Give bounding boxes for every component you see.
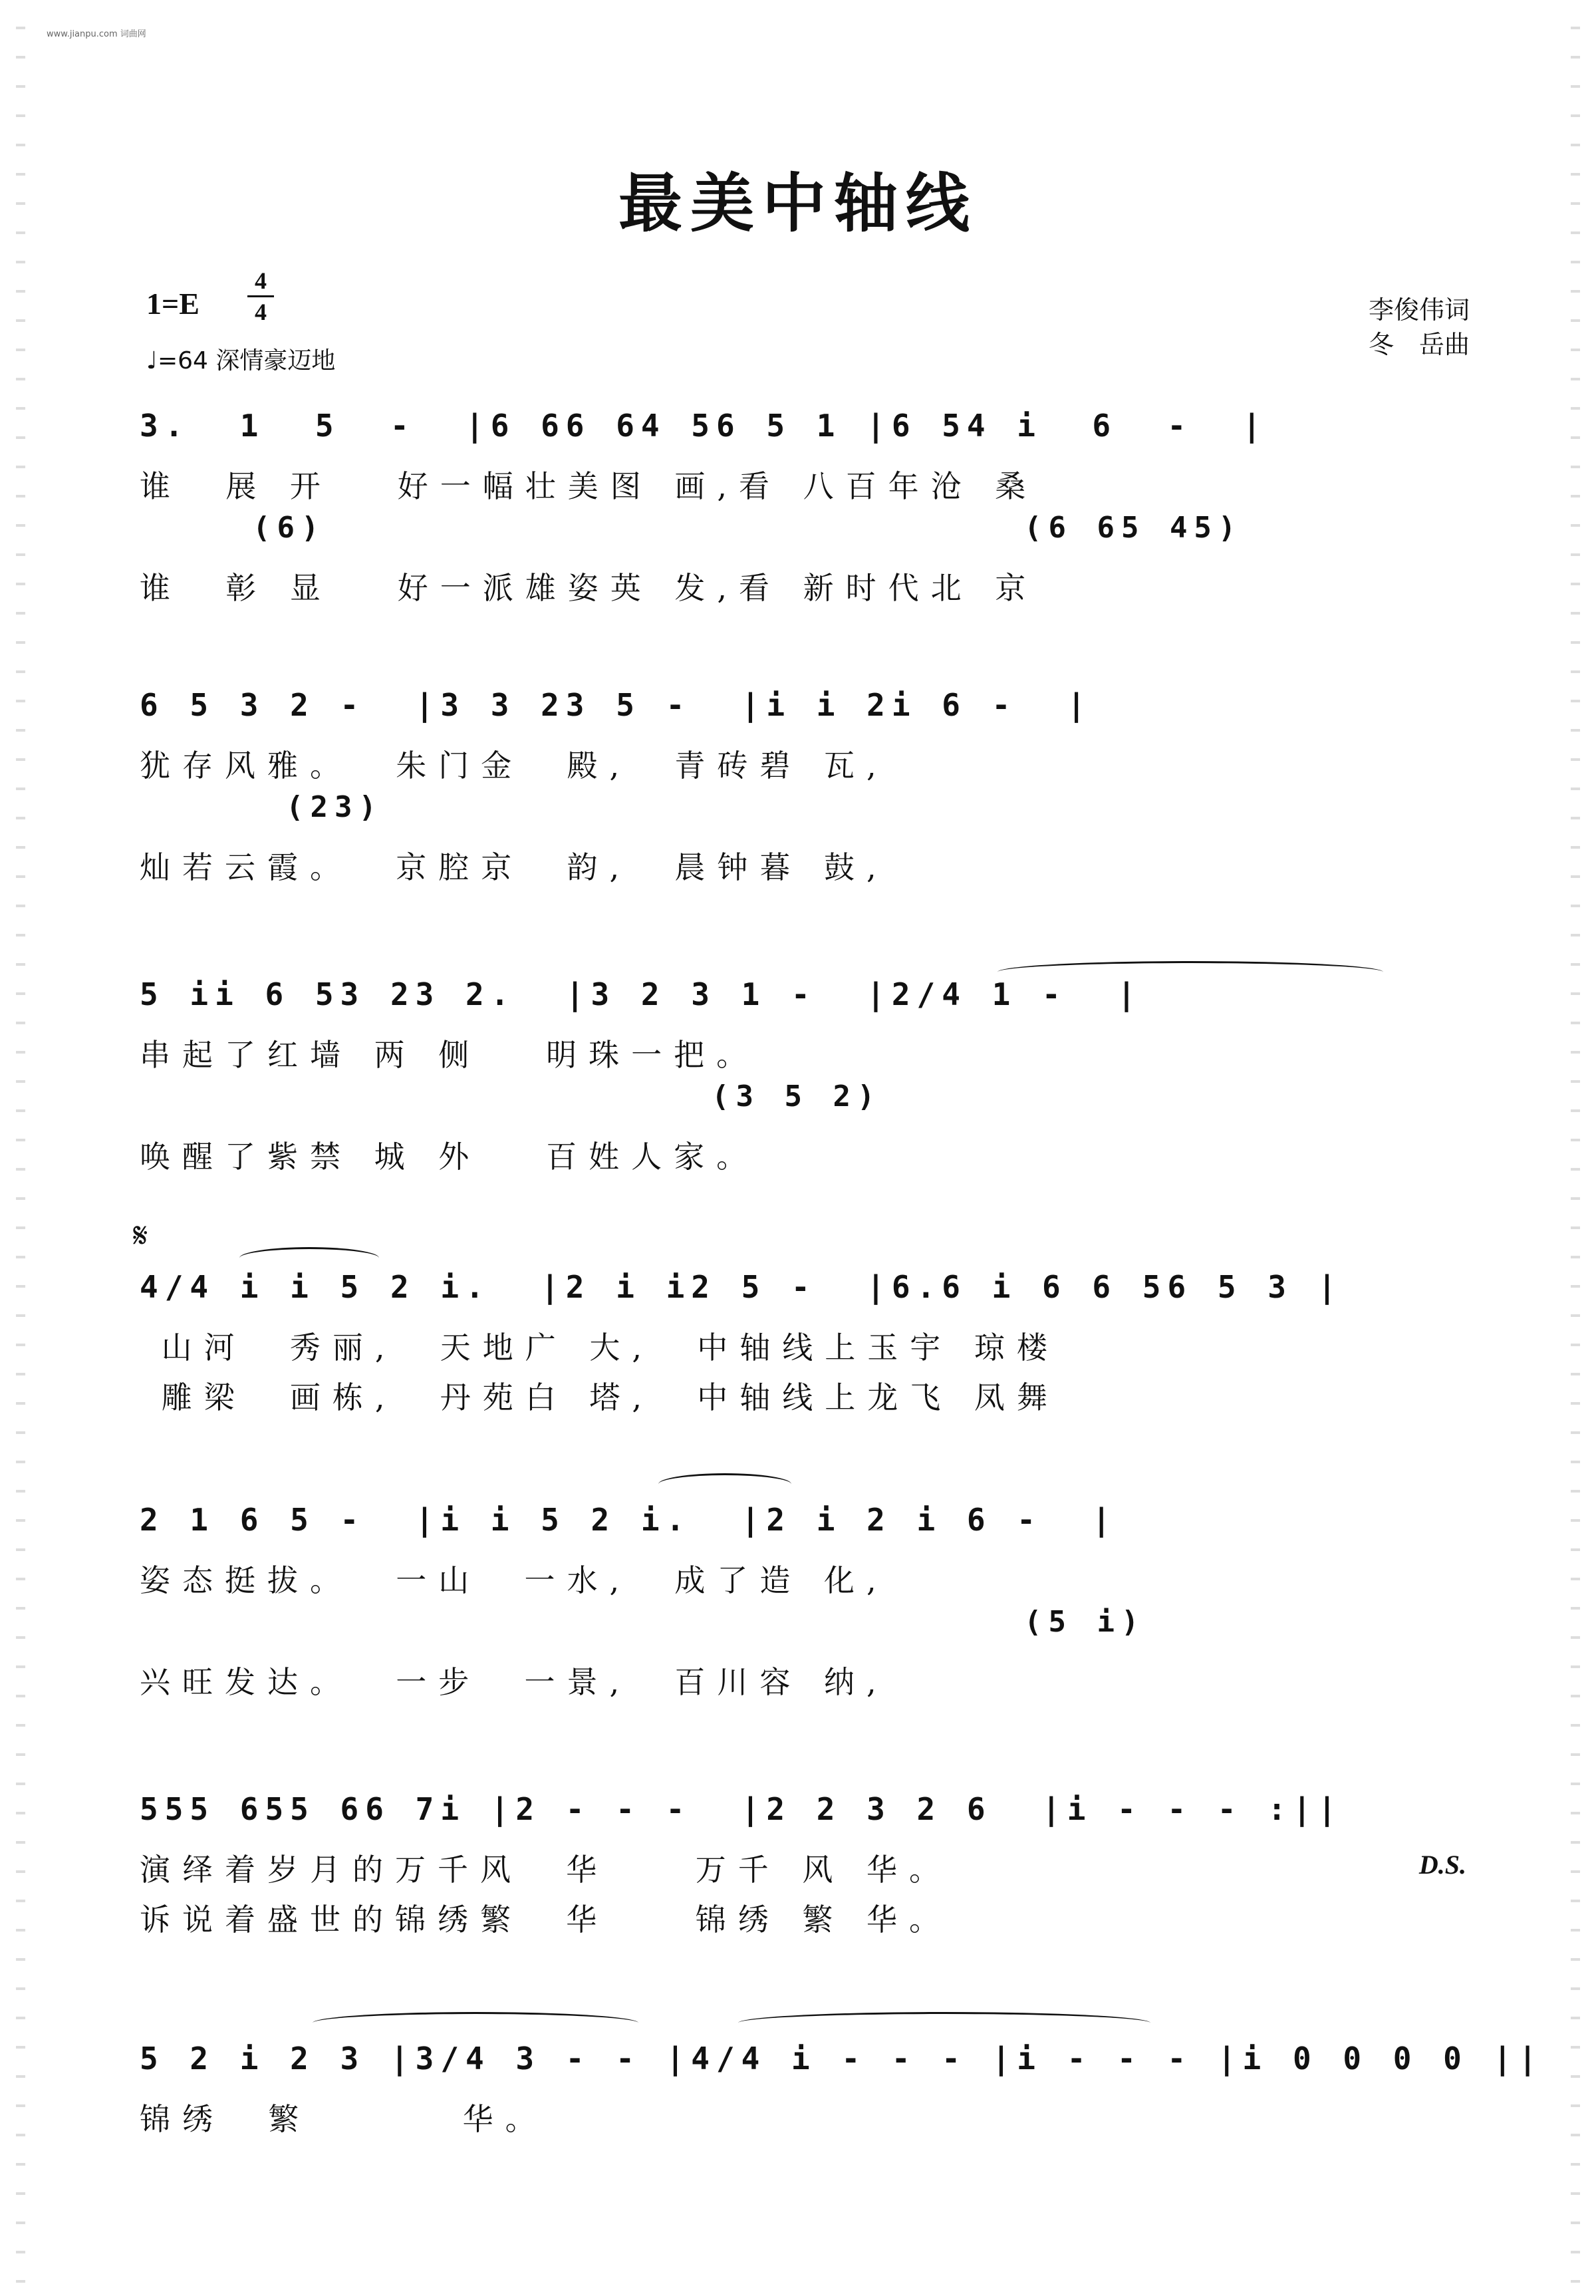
lyric-verse-1: 谁 展 开 好一幅壮美图 画,看 八百年沧 桑 — [140, 468, 1038, 504]
score-row-4 — [140, 1254, 1466, 1415]
score-row-3 — [140, 961, 1466, 1175]
score-row-1 — [140, 392, 1466, 606]
alt-notes-2: (6 65 45) — [1024, 511, 1243, 545]
notes-line: 4/4 i i 5 2 i. |2 i i2 5 - |6.6 i 6 6 56 5 3 | — [140, 1269, 1343, 1305]
page-title: 最美中轴线 — [618, 166, 978, 241]
composer: 冬 岳曲 — [1368, 330, 1470, 359]
lyric-verse-1: 山河 秀丽, 天地广 大, 中轴线上玉宇 琼楼 — [140, 1330, 1059, 1365]
lyric-verse-2: 唤醒了紫禁 城 外 百姓人家。 — [140, 1139, 759, 1175]
notes-line: 5 2 i 2 3 |3/4 3 - - |4/4 i - - - |i - - - |i 0 0 0 0 || — [140, 2041, 1543, 2077]
score-row-5 — [140, 1487, 1466, 1700]
lyric-verse-1: 演绎着岁月的万千风 华 万千 风 华。 — [140, 1852, 952, 1888]
source-note: www.jianpu.com 词曲网 — [47, 29, 146, 39]
score-row-6 — [140, 1776, 1466, 1937]
meter-bottom: 4 — [255, 299, 267, 325]
time-signature — [247, 267, 274, 325]
lyric-verse-1: 犹存风雅。 朱门金 殿, 青砖碧 瓦, — [140, 748, 888, 784]
notes-line: 6 5 3 2 - |3 3 23 5 - |i i 2i 6 - | — [140, 687, 1093, 723]
lyric-verse-2: 灿若云霞。 京腔京 韵, 晨钟暮 鼓, — [140, 849, 888, 885]
notes-line: 555 655 66 7i |2 - - - |2 2 3 2 6 |i - - - :|| — [140, 1791, 1343, 1827]
alt-notes: (5 i) — [1024, 1605, 1146, 1639]
lyricist: 李俊伟词 — [1368, 295, 1470, 325]
alt-notes: (23) — [286, 790, 383, 824]
meter-top: 4 — [255, 267, 267, 294]
score-row-2 — [140, 672, 1466, 885]
notes-line: 2 1 6 5 - |i i 5 2 i. |2 i 2 i 6 - | — [140, 1502, 1118, 1538]
score-row-7 — [140, 2025, 1543, 2145]
lyric-verse-2: 雕梁 画栋, 丹苑白 塔, 中轴线上龙飞 凤舞 — [140, 1379, 1059, 1415]
left-margin-strip — [16, 0, 25, 2296]
tempo-marking: ♩=64 深情豪迈地 — [146, 347, 336, 374]
lyric-verse-1: 串起了红墙 两 侧 明珠一把。 — [140, 1037, 759, 1073]
notes-line: 5 ii 6 53 23 2. |3 2 3 1 - |2/4 1 - | — [140, 976, 1142, 1012]
alt-notes: (3 5 2) — [712, 1079, 882, 1113]
lyric-verse-2: 谁 彰 显 好一派雄姿英 发,看 新时代北 京 — [140, 570, 1038, 606]
ds-mark: D.S. — [1418, 1850, 1466, 1880]
segno-sign: 𝄋 — [133, 1216, 148, 1256]
alt-notes: (6) — [253, 511, 326, 545]
lyric-verse-1: 姿态挺拔。 一山 一水, 成了造 化, — [140, 1562, 888, 1598]
key-signature: 1=E — [146, 287, 200, 321]
lyric-verse-2: 诉说着盛世的锦绣繁 华 锦绣 繁 华。 — [140, 1902, 952, 1937]
right-margin-strip — [1571, 0, 1580, 2296]
credits — [1369, 293, 1470, 362]
lyric-verse-2: 兴旺发达。 一步 一景, 百川容 纳, — [140, 1664, 888, 1700]
lyric-verse-1: 锦绣 繁 华。 — [140, 2101, 548, 2137]
notes-line: 3. 1 5 - |6 66 64 56 5 1 |6 54 i 6 - | — [140, 408, 1268, 444]
